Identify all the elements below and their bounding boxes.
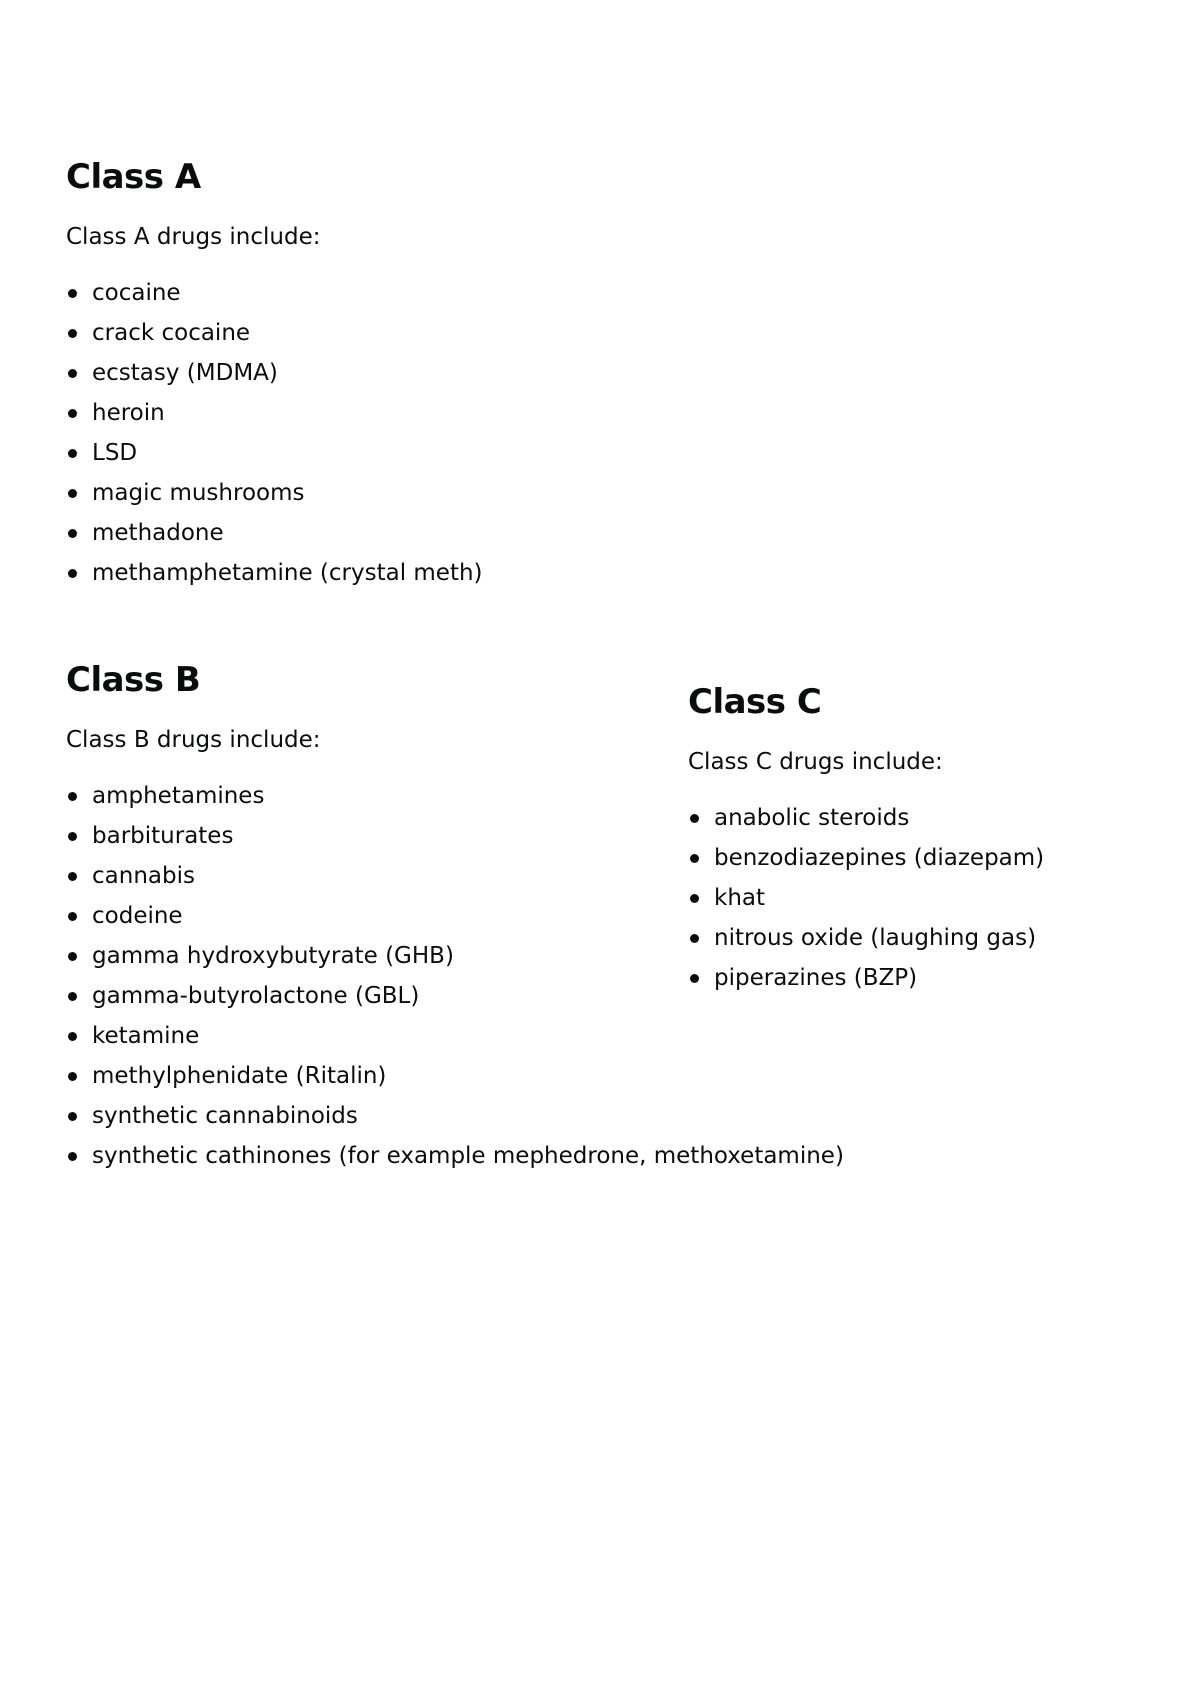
bullet-icon: [68, 1112, 77, 1121]
list-item-label: synthetic cathinones (for example mephedrone, methoxetamine): [92, 1143, 844, 1169]
class-a-heading: Class A: [66, 157, 201, 197]
bullet-icon: [68, 569, 77, 578]
list-item-label: synthetic cannabinoids: [92, 1103, 358, 1129]
bullet-icon: [690, 934, 699, 943]
list-item-label: benzodiazepines (diazepam): [714, 845, 1045, 871]
list-item-label: anabolic steroids: [714, 805, 910, 831]
list-item: [66, 278, 483, 308]
list-item-label: heroin: [92, 400, 165, 426]
class-c-intro: Class C drugs include:: [688, 749, 943, 775]
class-c-list: [688, 803, 1044, 993]
bullet-icon: [68, 952, 77, 961]
list-item: [66, 438, 483, 468]
bullet-icon: [68, 489, 77, 498]
list-item: [66, 1021, 844, 1051]
bullet-icon: [68, 289, 77, 298]
list-item: [66, 1141, 844, 1171]
list-item: [66, 1061, 844, 1091]
list-item: [688, 963, 1044, 993]
list-item: [688, 883, 1044, 913]
bullet-icon: [68, 992, 77, 1001]
list-item-label: cocaine: [92, 280, 181, 306]
list-item-label: cannabis: [92, 863, 195, 889]
list-item-label: khat: [714, 885, 766, 911]
class-b-heading: Class B: [66, 660, 201, 700]
bullet-icon: [68, 832, 77, 841]
bullet-icon: [68, 872, 77, 881]
list-item: [66, 518, 483, 548]
list-item-label: piperazines (BZP): [714, 965, 918, 991]
list-item-label: methylphenidate (Ritalin): [92, 1063, 387, 1089]
list-item: [688, 803, 1044, 833]
class-c-section: [688, 682, 1044, 1003]
class-b-intro: Class B drugs include:: [66, 727, 321, 753]
bullet-icon: [68, 912, 77, 921]
list-item-label: barbiturates: [92, 823, 234, 849]
class-c-heading: Class C: [688, 682, 822, 722]
bullet-icon: [690, 814, 699, 823]
list-item: [66, 558, 483, 588]
list-item: [688, 923, 1044, 953]
list-item-label: ecstasy (MDMA): [92, 360, 278, 386]
list-item: [66, 478, 483, 508]
list-item-label: methamphetamine (crystal meth): [92, 560, 483, 586]
list-item-label: codeine: [92, 903, 183, 929]
class-a-list: [66, 278, 483, 588]
bullet-icon: [68, 449, 77, 458]
list-item: [66, 358, 483, 388]
bullet-icon: [690, 854, 699, 863]
bullet-icon: [68, 792, 77, 801]
class-a-section: [66, 157, 483, 598]
bullet-icon: [68, 1072, 77, 1081]
list-item-label: gamma hydroxybutyrate (GHB): [92, 943, 454, 969]
list-item: [66, 318, 483, 348]
bullet-icon: [68, 529, 77, 538]
list-item: [688, 843, 1044, 873]
list-item-label: methadone: [92, 520, 224, 546]
bullet-icon: [68, 409, 77, 418]
class-a-intro: Class A drugs include:: [66, 224, 321, 250]
bullet-icon: [68, 329, 77, 338]
list-item-label: LSD: [92, 440, 138, 466]
bullet-icon: [690, 974, 699, 983]
list-item: [66, 398, 483, 428]
list-item-label: crack cocaine: [92, 320, 251, 346]
list-item-label: magic mushrooms: [92, 480, 305, 506]
bullet-icon: [690, 894, 699, 903]
list-item-label: gamma-butyrolactone (GBL): [92, 983, 420, 1009]
bullet-icon: [68, 1152, 77, 1161]
list-item-label: ketamine: [92, 1023, 200, 1049]
list-item: [66, 1101, 844, 1131]
list-item-label: nitrous oxide (laughing gas): [714, 925, 1037, 951]
bullet-icon: [68, 1032, 77, 1041]
bullet-icon: [68, 369, 77, 378]
list-item-label: amphetamines: [92, 783, 265, 809]
